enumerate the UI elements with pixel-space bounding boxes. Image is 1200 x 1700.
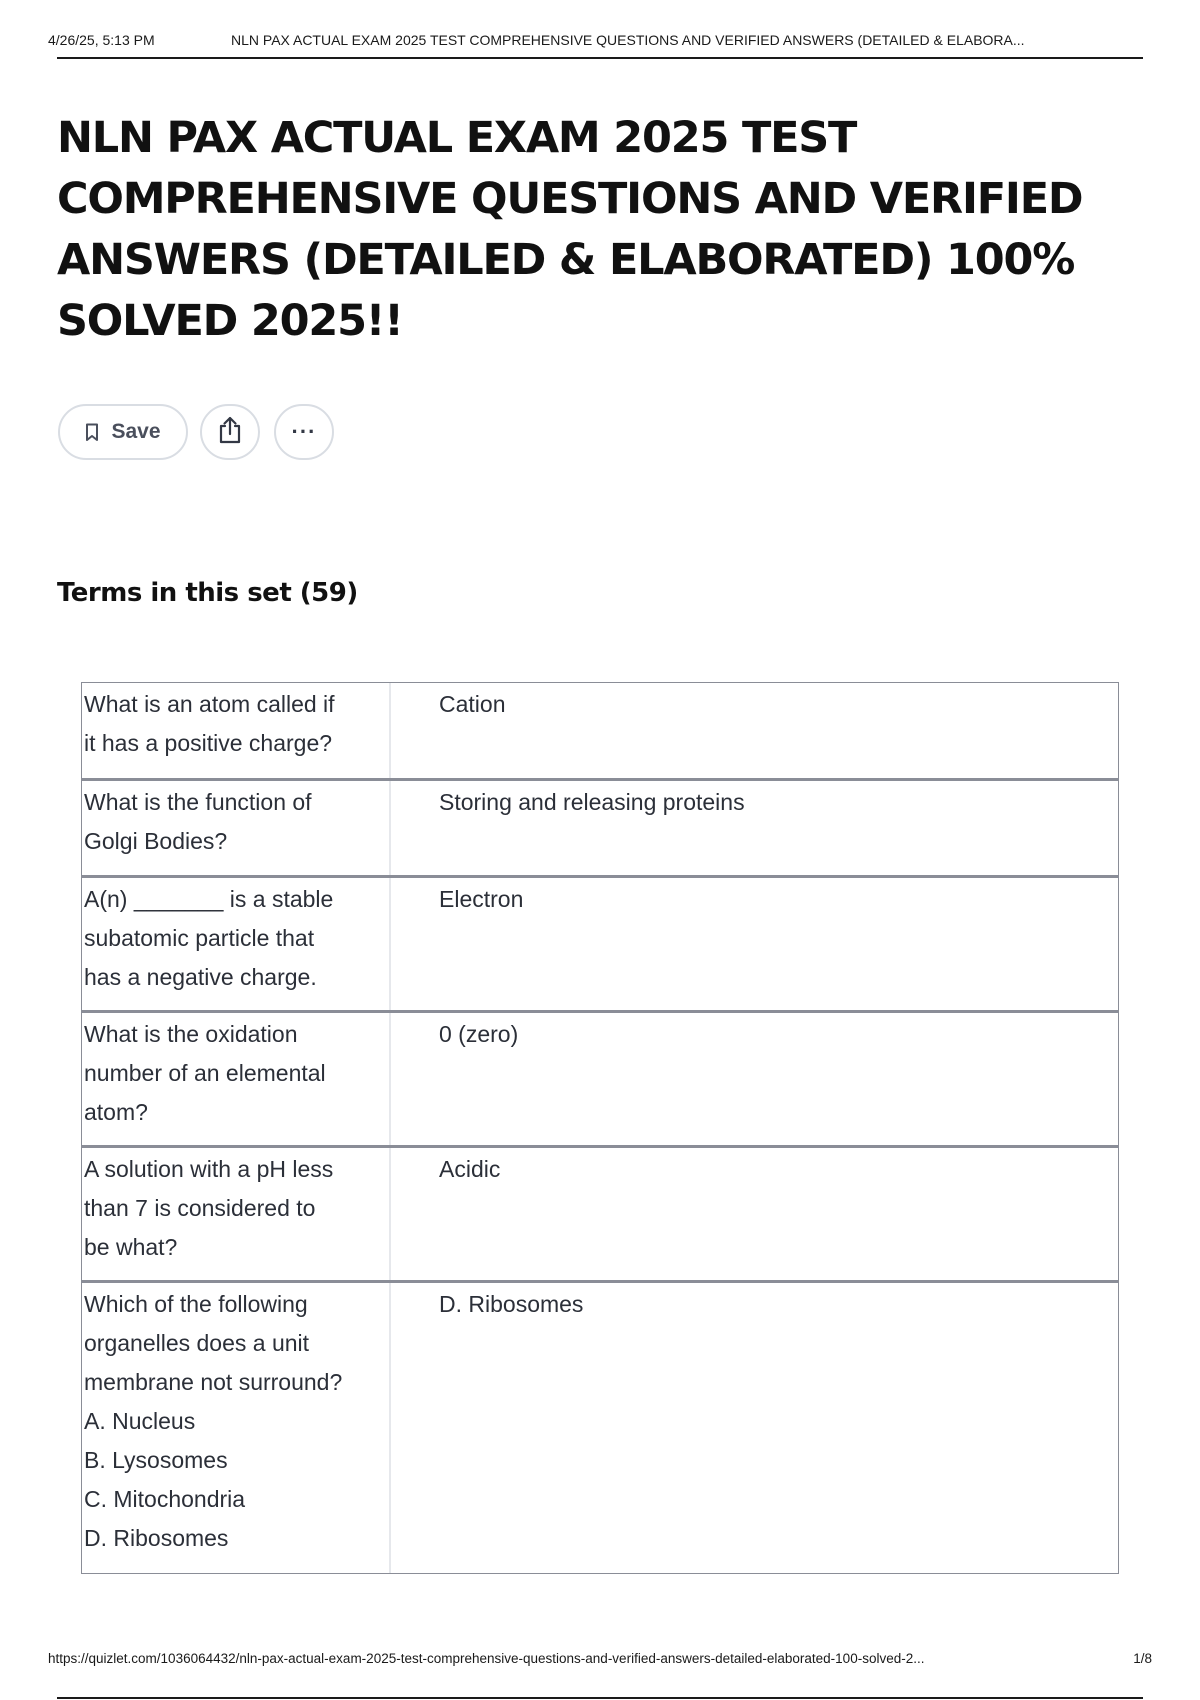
terms-table [81, 683, 1119, 1574]
term-answer: D. Ribosomes [439, 1291, 584, 1317]
print-header [48, 28, 1144, 58]
footer-divider [57, 1697, 1143, 1699]
page-url: https://quizlet.com/1036064432/nln-pax-actual-exam-2025-test-comprehensive-questions-and-verified-answers-detailed-elaborated-100-solved-2... [48, 1651, 925, 1666]
term-row[interactable] [81, 778, 1119, 876]
bookmark-icon [85, 423, 99, 442]
terms-heading: Terms in this set (59) [57, 578, 358, 608]
term-question: What is an atom called if it has a positive charge? [82, 683, 391, 779]
term-answer: 0 (zero) [439, 1021, 519, 1047]
term-row[interactable] [81, 1010, 1119, 1146]
more-options-button[interactable] [274, 404, 334, 460]
term-answer: Electron [439, 885, 524, 912]
print-datetime: 4/26/25, 5:13 PM [48, 32, 155, 48]
term-question: A(n) _______ is a stable subatomic particle that has a negative charge. [82, 878, 391, 1011]
term-question: What is the oxidation number of an elemental atom? [82, 1013, 391, 1145]
print-document-title: NLN PAX ACTUAL EXAM 2025 TEST COMPREHENSIVE QUESTIONS AND VERIFIED ANSWERS (DETAILED & ELABORA... [231, 32, 1025, 48]
save-button[interactable] [58, 404, 188, 460]
share-icon [216, 415, 244, 450]
print-footer [48, 1651, 1152, 1673]
term-row[interactable] [81, 875, 1119, 1012]
term-question: A solution with a pH less than 7 is considered to be what? [82, 1148, 391, 1281]
page-title: NLN PAX ACTUAL EXAM 2025 TEST COMPREHENSIVE QUESTIONS AND VERIFIED ANSWERS (DETAILED & ELABORATED) 100% SOLVED 2025!! [57, 113, 1083, 346]
term-answer: Cation [439, 690, 506, 717]
term-question: Which of the following organelles does a unit membrane not surround? A. Nucleus B. Lysosomes C. Mitochondria D. Ribosomes [82, 1283, 391, 1573]
header-divider [57, 57, 1143, 59]
term-row[interactable] [81, 682, 1119, 780]
term-answer: Acidic [439, 1155, 501, 1182]
term-row[interactable] [81, 1145, 1119, 1282]
term-question: What is the function of Golgi Bodies? [82, 781, 391, 875]
save-button-label: Save [111, 420, 161, 443]
term-row[interactable] [81, 1280, 1119, 1574]
more-icon: ··· [291, 419, 317, 444]
share-button[interactable] [200, 404, 260, 460]
page-number: 1/8 [1133, 1651, 1152, 1666]
term-answer: Storing and releasing proteins [439, 789, 745, 815]
